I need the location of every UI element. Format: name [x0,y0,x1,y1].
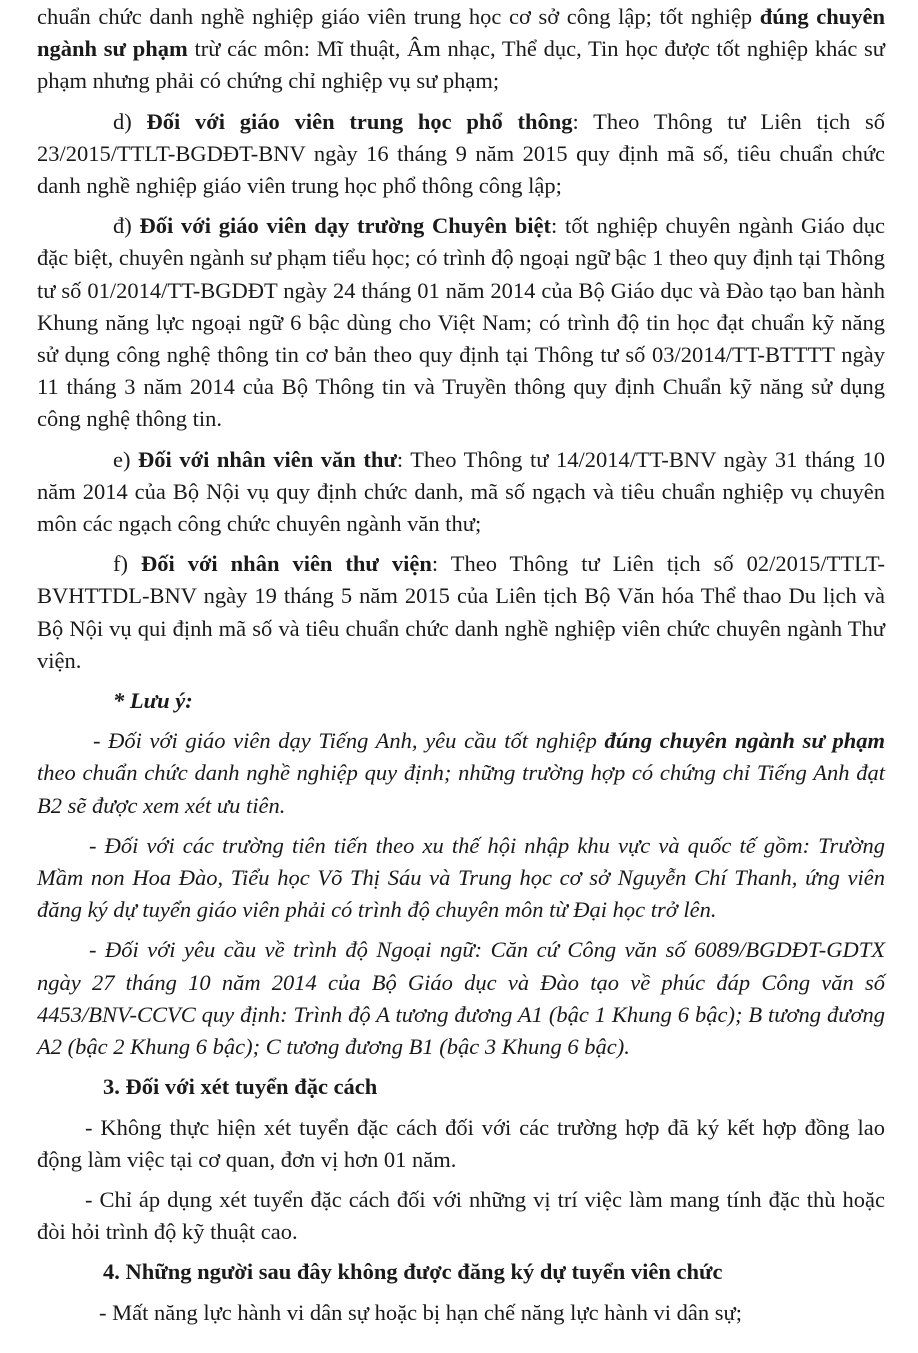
section-4-title: 4. Những người sau đây không được đăng ký dự tuyển viên chức [103,1259,723,1285]
bold-phrase: Đối với giáo viên trung học phổ thông [146,108,573,134]
bold-phrase: Đối với giáo viên dạy trường Chuyên biệt [139,213,552,239]
paragraph-c-continuation [37,1,885,98]
section-3-item-1: - Không thực hiện xét tuyển đặc cách đối với các trường hợp đã ký kết hợp đồng lao động làm việc tại cơ quan, đơn vị hơn 01 năm. [37,1114,885,1172]
text-run: : tốt nghiệp chuyên ngành Giáo dục đặc biệt, chuyên ngành sư phạm tiểu học; có trình độ ngoại ngữ bậc 1 theo quy định tại Thông tư số 01/2014/TT-BGDĐT ngày 24 tháng 01 năm 2014 của Bộ Giáo dục và Đào tạo ban hành Khung năng lực ngoại ngữ 6 bậc dùng cho Việt Nam; có trình độ tin học đạt chuẩn kỹ năng sử dụng công nghệ thông tin cơ bản theo quy định tại Thông tư số 03/2014/TT-BTTTT ngày 11 tháng 3 năm 2014 của Bộ Thông tin và Truyền thông quy định Chuẩn kỹ năng sử dụng công nghệ thông tin. [37,213,886,432]
item-label: đ) [113,213,140,239]
document-page [37,0,885,1337]
text-run: theo chuẩn chức danh nghề nghiệp quy định; những trường hợp có chứng chỉ Tiếng Anh đạt B2 sẽ được xem xét ưu tiên. [37,760,885,818]
section-3-item-2: - Chỉ áp dụng xét tuyển đặc cách đối với những vị trí việc làm mang tính đặc thù hoặc đòi hỏi trình độ kỹ thuật cao. [37,1186,885,1245]
note-item-foreign-language: - Đối với yêu cầu về trình độ Ngoại ngữ: Căn cứ Công văn số 6089/BGDĐT-GDTX ngày 27 tháng 10 năm 2014 của Bộ Giáo dục và Đào tạo về phúc đáp Công văn số 4453/BNV-CCVC quy định: Trình độ A tương đương A1 (bậc 1 Khung 6 bậc); B tương đương A2 (bậc 2 Khung 6 bậc); C tương đương B1 (bậc 3 Khung 6 bậc). [37,937,885,1060]
bold-phrase: đúng chuyên ngành sư phạm [37,4,885,62]
paragraph-f [37,548,885,677]
text-run: chuẩn chức danh nghề nghiệp giáo viên trung học cơ sở công lập; tốt nghiệp [37,4,760,29]
item-label: e) [113,446,139,472]
item-label: f) [113,551,141,577]
section-3-title: 3. Đối với xét tuyển đặc cách [103,1074,378,1100]
bold-phrase: đúng chuyên ngành sư phạm [604,728,886,754]
bold-phrase: Đối với nhân viên thư viện [140,551,432,577]
section-4-item-1: - Mất năng lực hành vi dân sự hoặc bị hạn chế năng lực hành vi dân sự; [99,1299,742,1325]
paragraph-dd [37,210,885,435]
paragraph-d [37,106,885,203]
text-run: : Theo Thông tư Liên tịch số 23/2015/TTLT-BGDĐT-BNV ngày 16 tháng 9 năm 2015 quy định mã số, tiêu chuẩn chức danh nghề nghiệp giáo viên trung học phổ thông công lập; [37,108,886,199]
item-label: d) [113,108,147,134]
bold-phrase: Đối với nhân viên văn thư [138,446,397,472]
text-run: - Đối với giáo viên dạy Tiếng Anh, yêu cầu tốt nghiệp [93,728,605,754]
text-run: trừ các môn: Mĩ thuật, Âm nhạc, Thể dục, Tin học được tốt nghiệp khác sư phạm nhưng phải có chứng chỉ nghiệp vụ sư phạm; [37,36,885,94]
text-run: : Theo Thông tư 14/2014/TT-BNV ngày 31 tháng 10 năm 2014 của Bộ Nội vụ quy định chức danh, mã số ngạch và tiêu chuẩn nghiệp vụ chuyên môn các ngạch công chức chuyên ngành văn thư; [37,446,885,537]
note-title: * Lưu ý: [113,688,193,714]
paragraph-e [37,444,885,541]
note-item-english [37,725,885,822]
text-run: : Theo Thông tư Liên tịch số 02/2015/TTLT-BVHTTDL-BNV ngày 19 tháng 5 năm 2015 của Liên tịch Bộ Văn hóa Thể thao Du lịch và Bộ Nội vụ qui định mã số và tiêu chuẩn chức danh nghề nghiệp viên chức chuyên ngành Thư viện. [37,551,885,673]
note-item-advanced-schools: - Đối với các trường tiên tiến theo xu thế hội nhập khu vực và quốc tế gồm: Trường Mầm non Hoa Đào, Tiểu học Võ Thị Sáu và Trung học cơ sở Nguyễn Chí Thanh, ứng viên đăng ký dự tuyển giáo viên phải có trình độ chuyên môn từ Đại học trở lên. [37,832,885,923]
